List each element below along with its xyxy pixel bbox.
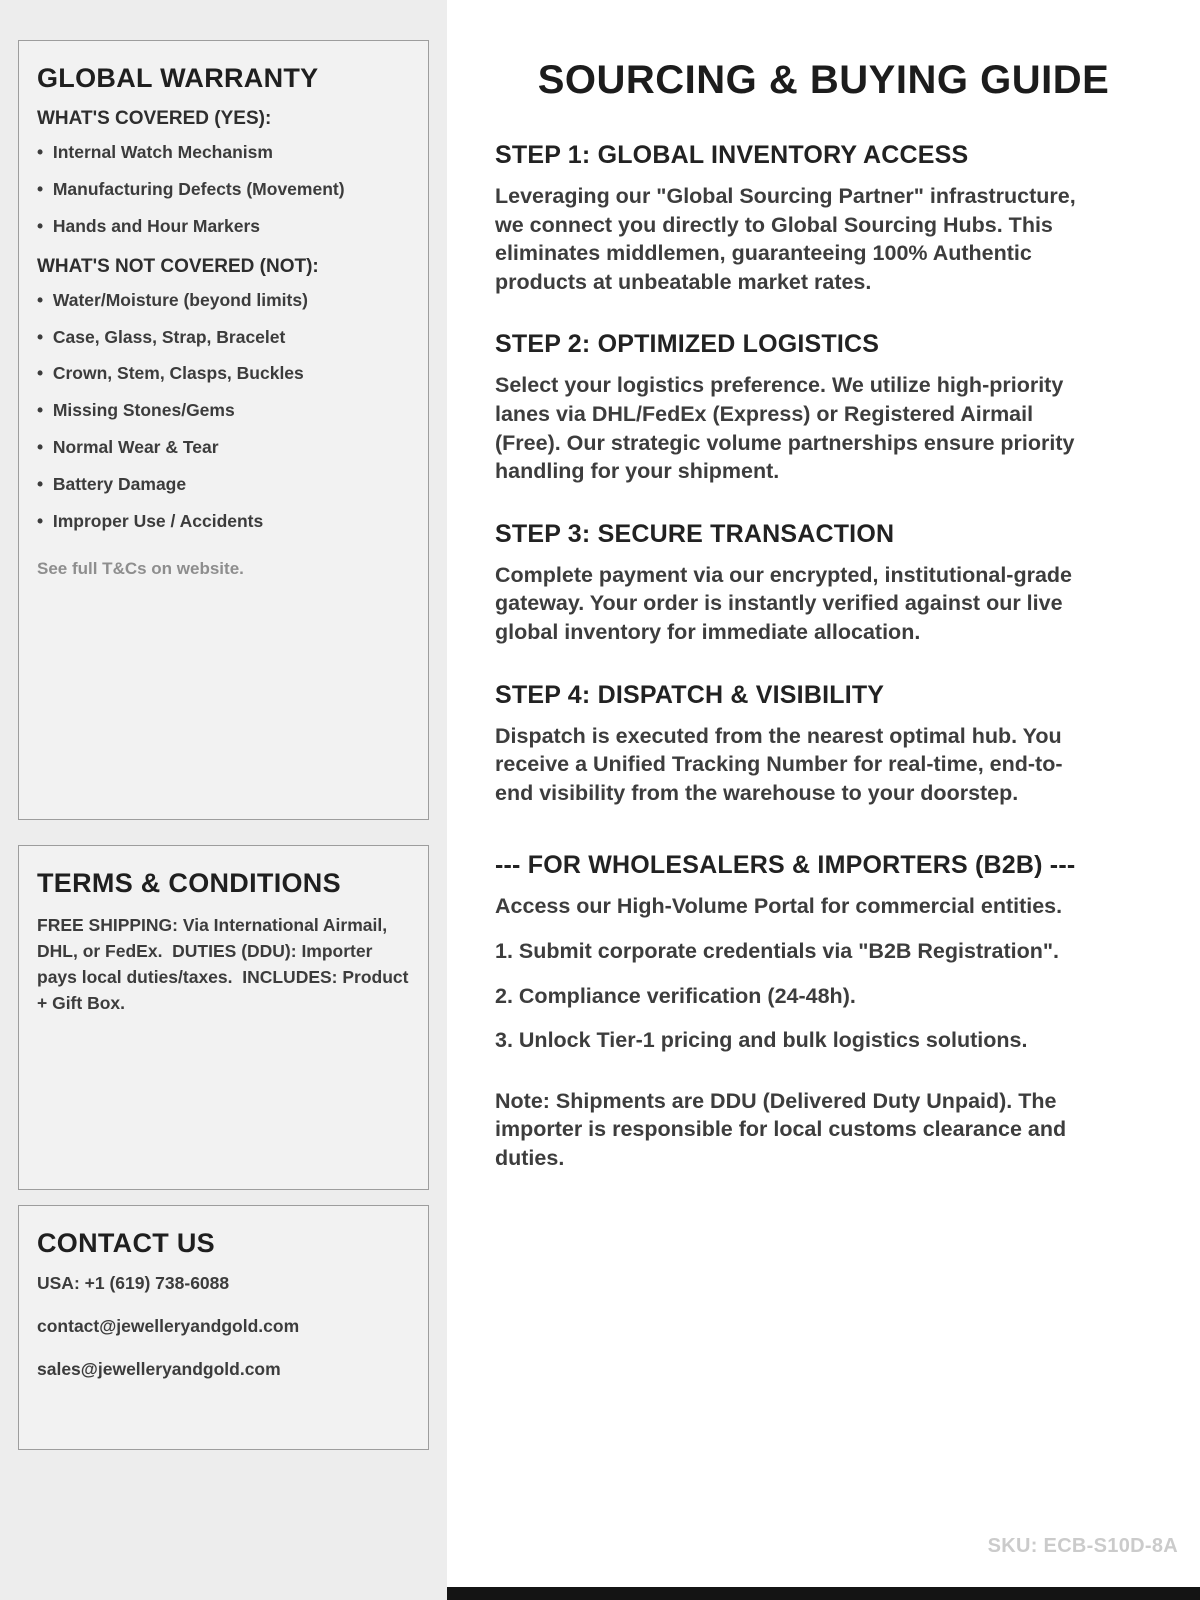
warranty-footnote: See full T&Cs on website.	[37, 558, 244, 578]
warranty-card	[18, 40, 429, 820]
step-1-section	[495, 141, 1080, 296]
page-title: SOURCING & BUYING GUIDE	[537, 58, 1110, 102]
step-4-body: Dispatch is executed from the nearest optimal hub. You receive a Unified Tracking Number for real-time, end-to-end visibility from the warehouse to your doorstep.	[495, 723, 1063, 805]
bottom-divider-bar	[447, 1587, 1200, 1600]
b2b-heading: --- FOR WHOLESALERS & IMPORTERS (B2B) ---	[495, 851, 1076, 880]
covered-heading: WHAT'S COVERED (YES):	[37, 108, 272, 129]
sales-email: sales@jewelleryandgold.com	[37, 1359, 281, 1379]
list-item: • Case, Glass, Strap, Bracelet	[37, 327, 410, 349]
warranty-title: GLOBAL WARRANTY	[37, 63, 319, 93]
step-4-section	[495, 681, 1080, 808]
not-covered-list	[37, 290, 410, 533]
list-item: • Hands and Hour Markers	[37, 216, 410, 238]
list-item: • Water/Moisture (beyond limits)	[37, 290, 410, 312]
step-1-heading: STEP 1: GLOBAL INVENTORY ACCESS	[495, 141, 969, 169]
b2b-note: Note: Shipments are DDU (Delivered Duty Unpaid). The importer is responsible for local customs clearance and duties.	[495, 1088, 1067, 1170]
step-4-heading: STEP 4: DISPATCH & VISIBILITY	[495, 680, 885, 709]
b2b-intro: Access our High-Volume Portal for commercial entities.	[495, 894, 1063, 919]
step-2-body: Select your logistics preference. We utilize high-priority lanes via DHL/FedEx (Express) or Registered Airmail (Free). Our strategic volume partnerships ensure priority handling for your shipment.	[495, 373, 1075, 484]
terms-body: FREE SHIPPING: Via International Airmail, DHL, or FedEx. DUTIES (DDU): Importer pays local duties/taxes. INCLUDES: Product + Gift Box.	[37, 915, 414, 1013]
contact-email: contact@jewelleryandgold.com	[37, 1316, 300, 1336]
sku-label: SKU: ECB-S10D-8A	[987, 1535, 1178, 1557]
list-item: • Internal Watch Mechanism	[37, 142, 410, 164]
b2b-item-1: 1. Submit corporate credentials via "B2B Registration".	[495, 938, 1060, 963]
step-1-body: Leveraging our "Global Sourcing Partner" infrastructure, we connect you directly to Global Sourcing Hubs. This eliminates middlemen, guaranteeing 100% Authentic products at unbeatable market rates.	[495, 184, 1076, 294]
b2b-item-2: 2. Compliance verification (24-48h).	[495, 983, 856, 1008]
not-covered-heading: WHAT'S NOT COVERED (NOT):	[37, 255, 319, 277]
sidebar	[0, 0, 447, 1600]
step-2-section	[495, 330, 1080, 485]
main-content	[447, 0, 1200, 1600]
covered-list	[37, 142, 410, 238]
step-2-heading: STEP 2: OPTIMIZED LOGISTICS	[495, 330, 880, 359]
step-3-body: Complete payment via our encrypted, institutional-grade gateway. Your order is instantly verified against our live global inventory for immediate allocation.	[495, 562, 1073, 644]
contact-title: CONTACT US	[37, 1228, 215, 1258]
list-item: • Battery Damage	[37, 474, 410, 496]
contact-phone: USA: +1 (619) 738-6088	[37, 1273, 230, 1293]
step-3-section	[495, 520, 1080, 647]
b2b-section	[495, 851, 1080, 1172]
b2b-item-3: 3. Unlock Tier-1 pricing and bulk logistics solutions.	[495, 1028, 1028, 1053]
step-3-heading: STEP 3: SECURE TRANSACTION	[495, 519, 895, 548]
list-item: • Improper Use / Accidents	[37, 511, 410, 533]
list-item: • Missing Stones/Gems	[37, 400, 410, 422]
guide-content	[495, 141, 1080, 1172]
list-item: • Crown, Stem, Clasps, Buckles	[37, 363, 410, 385]
contact-card	[18, 1205, 429, 1450]
list-item: • Normal Wear & Tear	[37, 437, 410, 459]
list-item: • Manufacturing Defects (Movement)	[37, 179, 410, 201]
terms-title: TERMS & CONDITIONS	[37, 868, 341, 898]
terms-card	[18, 845, 429, 1190]
